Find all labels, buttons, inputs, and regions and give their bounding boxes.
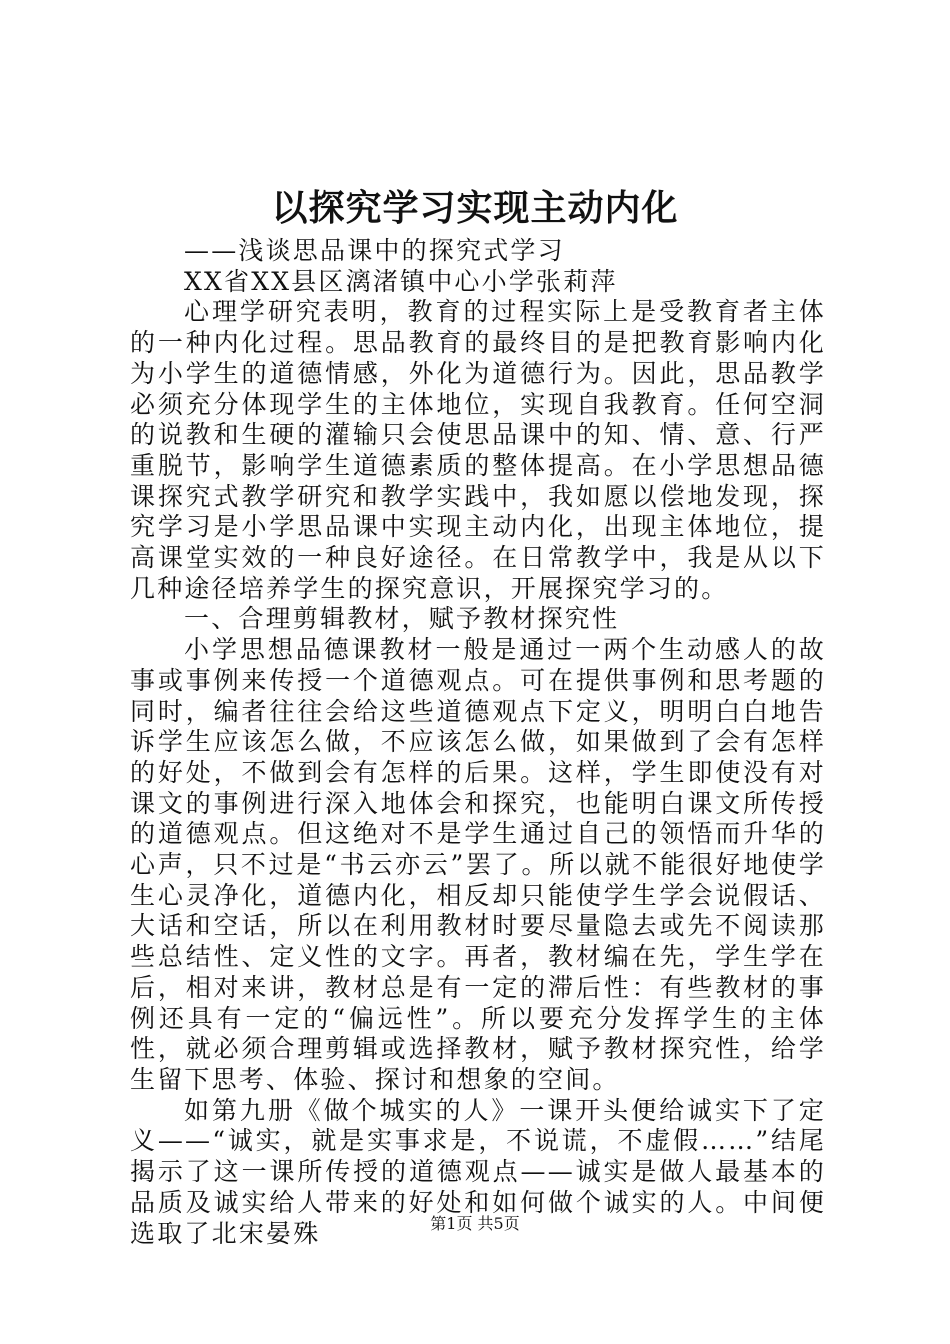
page-number-footer: 第1页 共5页 <box>430 1214 520 1233</box>
section-heading-1: 一、合理剪辑教材，赋予教材探究性 <box>184 604 620 634</box>
document-title: 以探究学习实现主动内化 <box>271 187 679 229</box>
paragraph-example: 如第九册《做个城实的人》一课开头便给诚实下了定义——“诚实，就是实事求是，不说谎，不虚假……”结尾揭示了这一课所传授的道德观点——诚实是做人最基本的品质及诚实给人带来的好处和如何做个诚实的人。中间便选取了北宋晏殊 <box>130 1095 826 1248</box>
paragraph-section-1: 小学思想品德课教材一般是通过一两个生动感人的故事或事例来传授一个道德观点。可在提供事例和思考题的同时，编者往往会给这些道德观点下定义，明明白白地告诉学生应该怎么做，不应该怎么做，如果做到了会有怎样的好处，不做到会有怎样的后果。这样，学生即使没有对课文的事例进行深入地体会和探究，也能明白课文所传授的道德观点。但这绝对不是学生通过自己的领悟而升华的心声，只不过是“书云亦云”罢了。所以就不能很好地使学生心灵净化，道德内化，相反却只能使学生学会说假话、大话和空话，所以在利用教材时要尽量隐去或先不阅读那些总结性、定义性的文字。再者，教材编在先，学生学在后，相对来讲，教材总是有一定的滞后性：有些教材的事例还具有一定的“偏远性”。所以要充分发挥学生的主体性，就必须合理剪辑或选择教材，赋予教材探究性，给学生留下思考、体验、探讨和想象的空间。 <box>130 635 826 1094</box>
document-subtitle: ——浅谈思品课中的探究式学习 <box>184 236 565 265</box>
document-author: XX省XX县区漓渚镇中心小学张莉萍 <box>184 266 618 296</box>
paragraph-intro: 心理学研究表明，教育的过程实际上是受教育者主体的一种内化过程。思品教育的最终目的是把教育影响内化为小学生的道德情感，外化为道德行为。因此，思品教学必须充分体现学生的主体地位，实现自我教育。任何空洞的说教和生硬的灌输只会使思品课中的知、情、意、行严重脱节，影响学生道德素质的整体提高。在小学思想品德课探究式教学研究和教学实践中，我如愿以偿地发现，探究学习是小学思品课中实现主动内化，出现主体地位，提高课堂实效的一种良好途径。在日常教学中，我是从以下几种途径培养学生的探究意识，开展探究学习的。 <box>130 297 826 603</box>
document-body <box>130 236 826 1249</box>
